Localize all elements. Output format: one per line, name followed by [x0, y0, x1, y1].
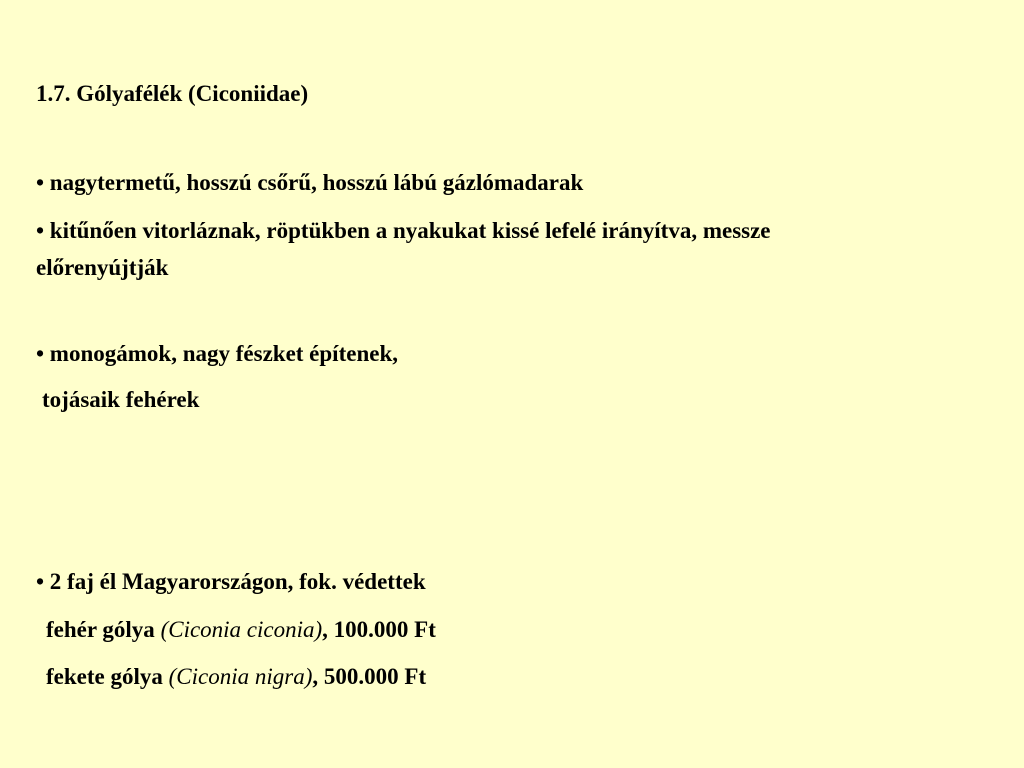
species-black-stork-fine: , 500.000 Ft	[312, 664, 427, 689]
species-black-stork-name: fekete gólya	[46, 664, 169, 689]
species-white-stork-line	[46, 616, 436, 644]
species-black-stork-line	[46, 663, 426, 691]
species-white-stork-latin: (Ciconia ciconia)	[160, 617, 323, 642]
bullet-size-description: • nagytermetű, hosszú csőrű, hosszú lábú gázlómadarak	[36, 170, 584, 195]
bullet-flight-description-line1: • kitűnően vitorláznak, röptükben a nyakukat kissé lefelé irányítva, messze	[36, 218, 771, 243]
bullet-eggs-description: tojásaik fehérek	[42, 387, 200, 412]
bullet-species-count: • 2 faj él Magyarországon, fok. védettek	[36, 569, 426, 594]
species-white-stork-fine: , 100.000 Ft	[322, 617, 436, 642]
species-black-stork-latin: (Ciconia nigra)	[168, 664, 313, 689]
bullet-nesting-description: • monogámok, nagy fészket építenek,	[36, 341, 398, 366]
bullet-flight-description-line2: előrenyújtják	[36, 255, 169, 280]
slide-title: 1.7. Gólyafélék (Ciconiidae)	[36, 81, 309, 106]
species-white-stork-name: fehér gólya	[46, 617, 161, 642]
